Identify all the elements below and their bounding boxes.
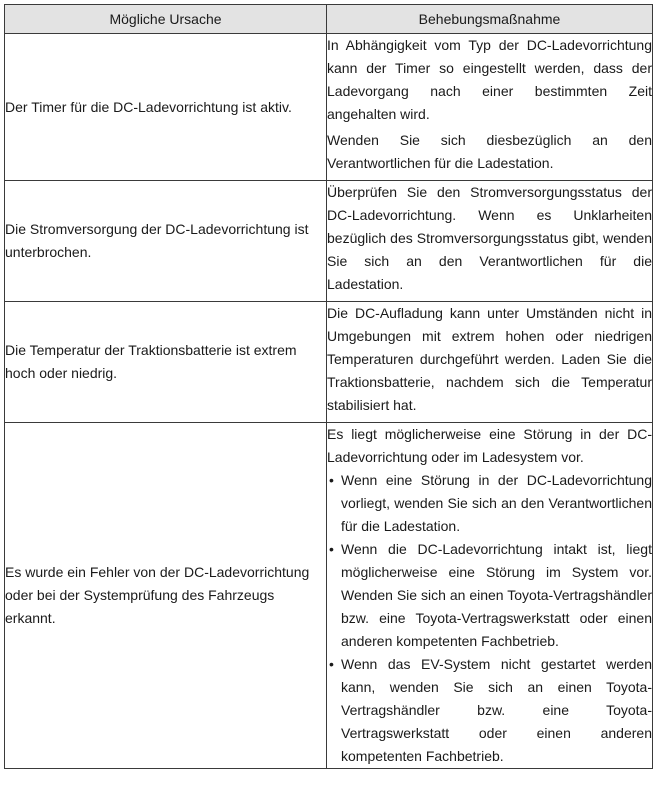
cause-cell: Die Temperatur der Traktionsbatterie ist extrem hoch oder niedrig.	[5, 302, 327, 423]
remedy-cell	[327, 302, 653, 423]
table-row	[5, 181, 653, 302]
remedy-bullet-list	[327, 469, 652, 768]
remedy-paragraph: In Abhängigkeit vom Typ der DC-Ladevorrichtung kann der Timer so eingestellt werden, dass der Ladevorgang nach einer bestimmten Zeit angehalten wird.	[327, 37, 652, 122]
remedy-cell	[327, 34, 653, 181]
cause-cell: Der Timer für die DC-Ladevorrichtung ist aktiv.	[5, 34, 327, 181]
table-row	[5, 423, 653, 769]
remedy-bullet: • Wenn eine Störung in der DC-Ladevorrichtung vorliegt, wenden Sie sich an den Verantwortlichen für die Ladestation.	[327, 469, 652, 538]
remedy-cell	[327, 423, 653, 769]
remedy-intro: Es liegt möglicherweise eine Störung in der DC-Ladevorrichtung oder im Ladesystem vor.	[327, 426, 652, 465]
remedy-paragraph: Überprüfen Sie den Stromversorgungsstatus der DC-Ladevorrichtung. Wenn es Unklarheiten bezüglich des Stromversorgungsstatus gibt, wenden Sie sich an den Verantwortlichen für die Ladestation.	[327, 184, 652, 292]
remedy-cell	[327, 181, 653, 302]
table-row	[5, 34, 653, 181]
table-row	[5, 302, 653, 423]
cause-cell: Es wurde ein Fehler von der DC-Ladevorrichtung oder bei der Systemprüfung des Fahrzeugs erkannt.	[5, 423, 327, 769]
remedy-paragraph: Die DC-Aufladung kann unter Umständen nicht in Umgebungen mit extrem hohen oder niedrigen Temperaturen durchgeführt werden. Laden Sie die Traktionsbatterie, nachdem sich die Temperatur stabilisiert hat.	[327, 305, 652, 413]
troubleshooting-table	[4, 4, 653, 769]
cause-cell: Die Stromversorgung der DC-Ladevorrichtung ist unterbrochen.	[5, 181, 327, 302]
remedy-paragraph: Wenden Sie sich diesbezüglich an den Verantwortlichen für die Ladestation.	[327, 132, 652, 171]
header-cause: Mögliche Ursache	[5, 5, 327, 34]
header-remedy: Behebungsmaßnahme	[327, 5, 653, 34]
header-row	[5, 5, 653, 34]
remedy-bullet: • Wenn die DC-Ladevorrichtung intakt ist, liegt möglicherweise eine Störung im System vor. Wenden Sie sich an einen Toyota-Vertragshändler bzw. eine Toyota-Vertragswerkstatt oder einen anderen kompetenten Fachbetrieb.	[327, 538, 652, 653]
remedy-bullet: • Wenn das EV-System nicht gestartet werden kann, wenden Sie sich an einen Toyota-Vertragshändler bzw. eine Toyota-Vertragswerkstatt oder einen anderen kompetenten Fachbetrieb.	[327, 653, 652, 768]
